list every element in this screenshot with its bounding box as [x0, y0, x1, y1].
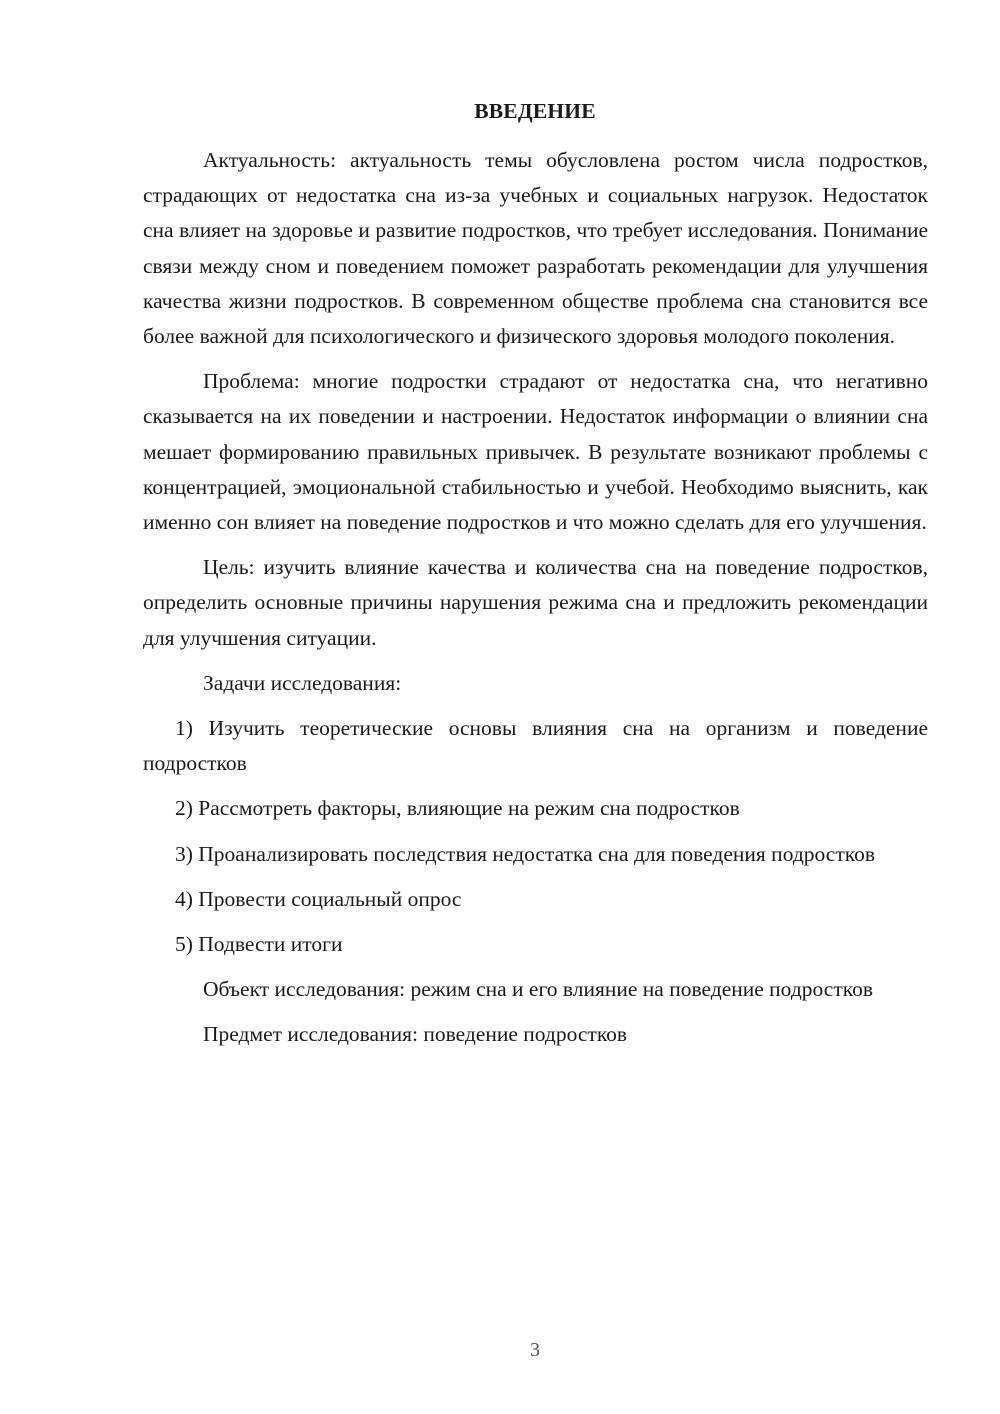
task-item: 1) Изучить теоретические основы влияния сна на организм и поведение подростков [143, 716, 928, 776]
tasks-heading: Задачи исследования: [203, 670, 402, 695]
task-item: 2) Рассмотреть факторы, влияющие на режим сна подростков [175, 796, 740, 821]
subject-paragraph: Предмет исследования: поведение подростков [203, 1022, 628, 1047]
document-body [143, 143, 928, 1063]
section-heading: ВВЕДЕНИЕ [474, 99, 596, 123]
task-item: 3) Проанализировать последствия недостатка сна для поведения подростков [175, 841, 875, 866]
page-number: 3 [530, 1339, 540, 1361]
problem-paragraph: Проблема: многие подростки страдают от недостатка сна, что негативно сказывается на их поведении и настроении. Недостаток информации о влиянии сна мешает формированию правильных привычек. В результате возникают проблемы с концентрацией, эмоциональной стабильностью и учебой. Необходимо выяснить, как именно сон влияет на поведение подростков и что можно сделать для его улучшения. [143, 369, 928, 535]
task-item: 5) Подвести итоги [175, 932, 343, 957]
object-paragraph: Объект исследования: режим сна и его влияние на поведение подростков [203, 977, 873, 1002]
task-item: 4) Провести социальный опрос [175, 886, 462, 911]
relevance-paragraph: Актуальность: актуальность темы обусловлена ростом числа подростков, страдающих от недостатка сна из-за учебных и социальных нагрузок. Недостаток сна влияет на здоровье и развитие подростков, что требует исследования. Понимание связи между сном и поведением поможет разработать рекомендации для улучшения качества жизни подростков. В современном обществе проблема сна становится все более важной для психологического и физического здоровья молодого поколения. [143, 148, 928, 349]
goal-paragraph: Цель: изучить влияние качества и количества сна на поведение подростков, определить основные причины нарушения режима сна и предложить рекомендации для улучшения ситуации. [143, 555, 928, 650]
